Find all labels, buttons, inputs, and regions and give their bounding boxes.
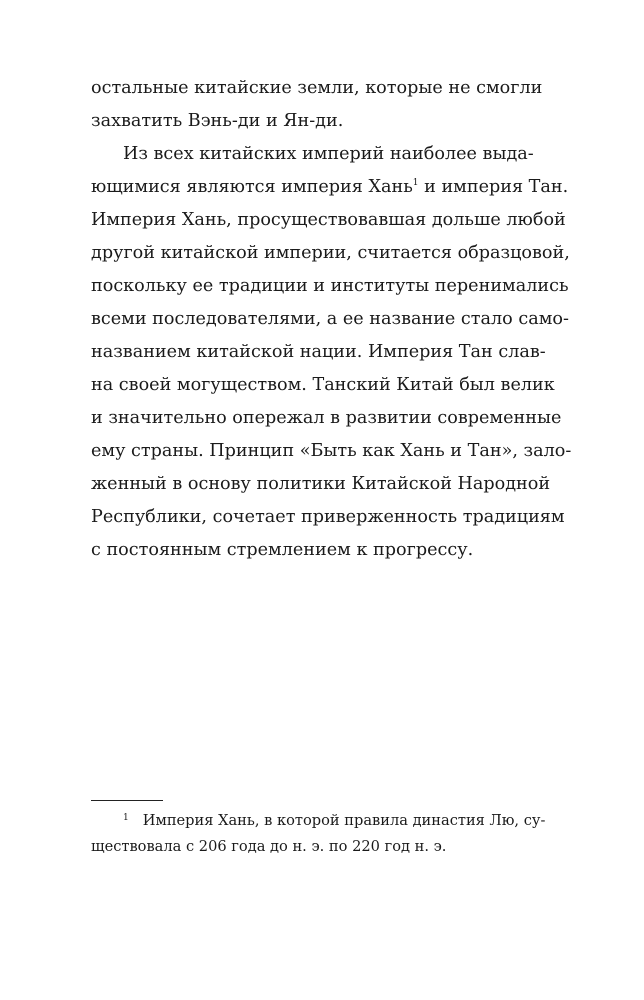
text-line: женный в основу политики Китайской Народной <box>91 474 551 494</box>
text-fragment: и империя Тан. <box>424 177 569 197</box>
text-line: Республики, сочетает приверженность традициям <box>91 507 565 527</box>
text-line: захватить Вэнь-ди и Ян-ди. <box>91 111 344 131</box>
text-line: Из всех китайских империй наиболее выда- <box>123 144 534 164</box>
main-text <box>91 72 572 567</box>
footnote-marker: 1 <box>123 813 129 823</box>
text-fragment: ющимися являются империя Хань <box>91 177 413 197</box>
text-line: и значительно опережал в развитии современные <box>91 408 562 428</box>
footnote <box>91 808 546 860</box>
text-line: названием китайской нации. Империя Тан слав- <box>91 342 546 362</box>
text-line: всеми последователями, а ее название стало само- <box>91 309 569 329</box>
text-line: поскольку ее традиции и институты перенимались <box>91 276 569 296</box>
text-line: другой китайской империи, считается образцовой, <box>91 243 570 263</box>
text-line: остальные китайские земли, которые не смогли <box>91 78 543 98</box>
footnote-text: Империя Хань, в которой правила династия Лю, су- <box>142 812 546 829</box>
text-line: на своей могуществом. Танский Китай был велик <box>91 375 555 395</box>
text-line <box>91 171 569 204</box>
text-line: ему страны. Принцип «Быть как Хань и Тан», зало- <box>91 441 572 461</box>
footnote-line: ществовала с 206 года до н. э. по 220 год н. э. <box>91 838 447 855</box>
footnote-divider <box>91 800 163 801</box>
text-line: с постоянным стремлением к прогрессу. <box>91 540 474 560</box>
footnote-reference: 1 <box>412 178 419 188</box>
footnote-line <box>91 808 546 834</box>
text-line: Империя Хань, просуществовавшая дольше любой <box>91 210 566 230</box>
